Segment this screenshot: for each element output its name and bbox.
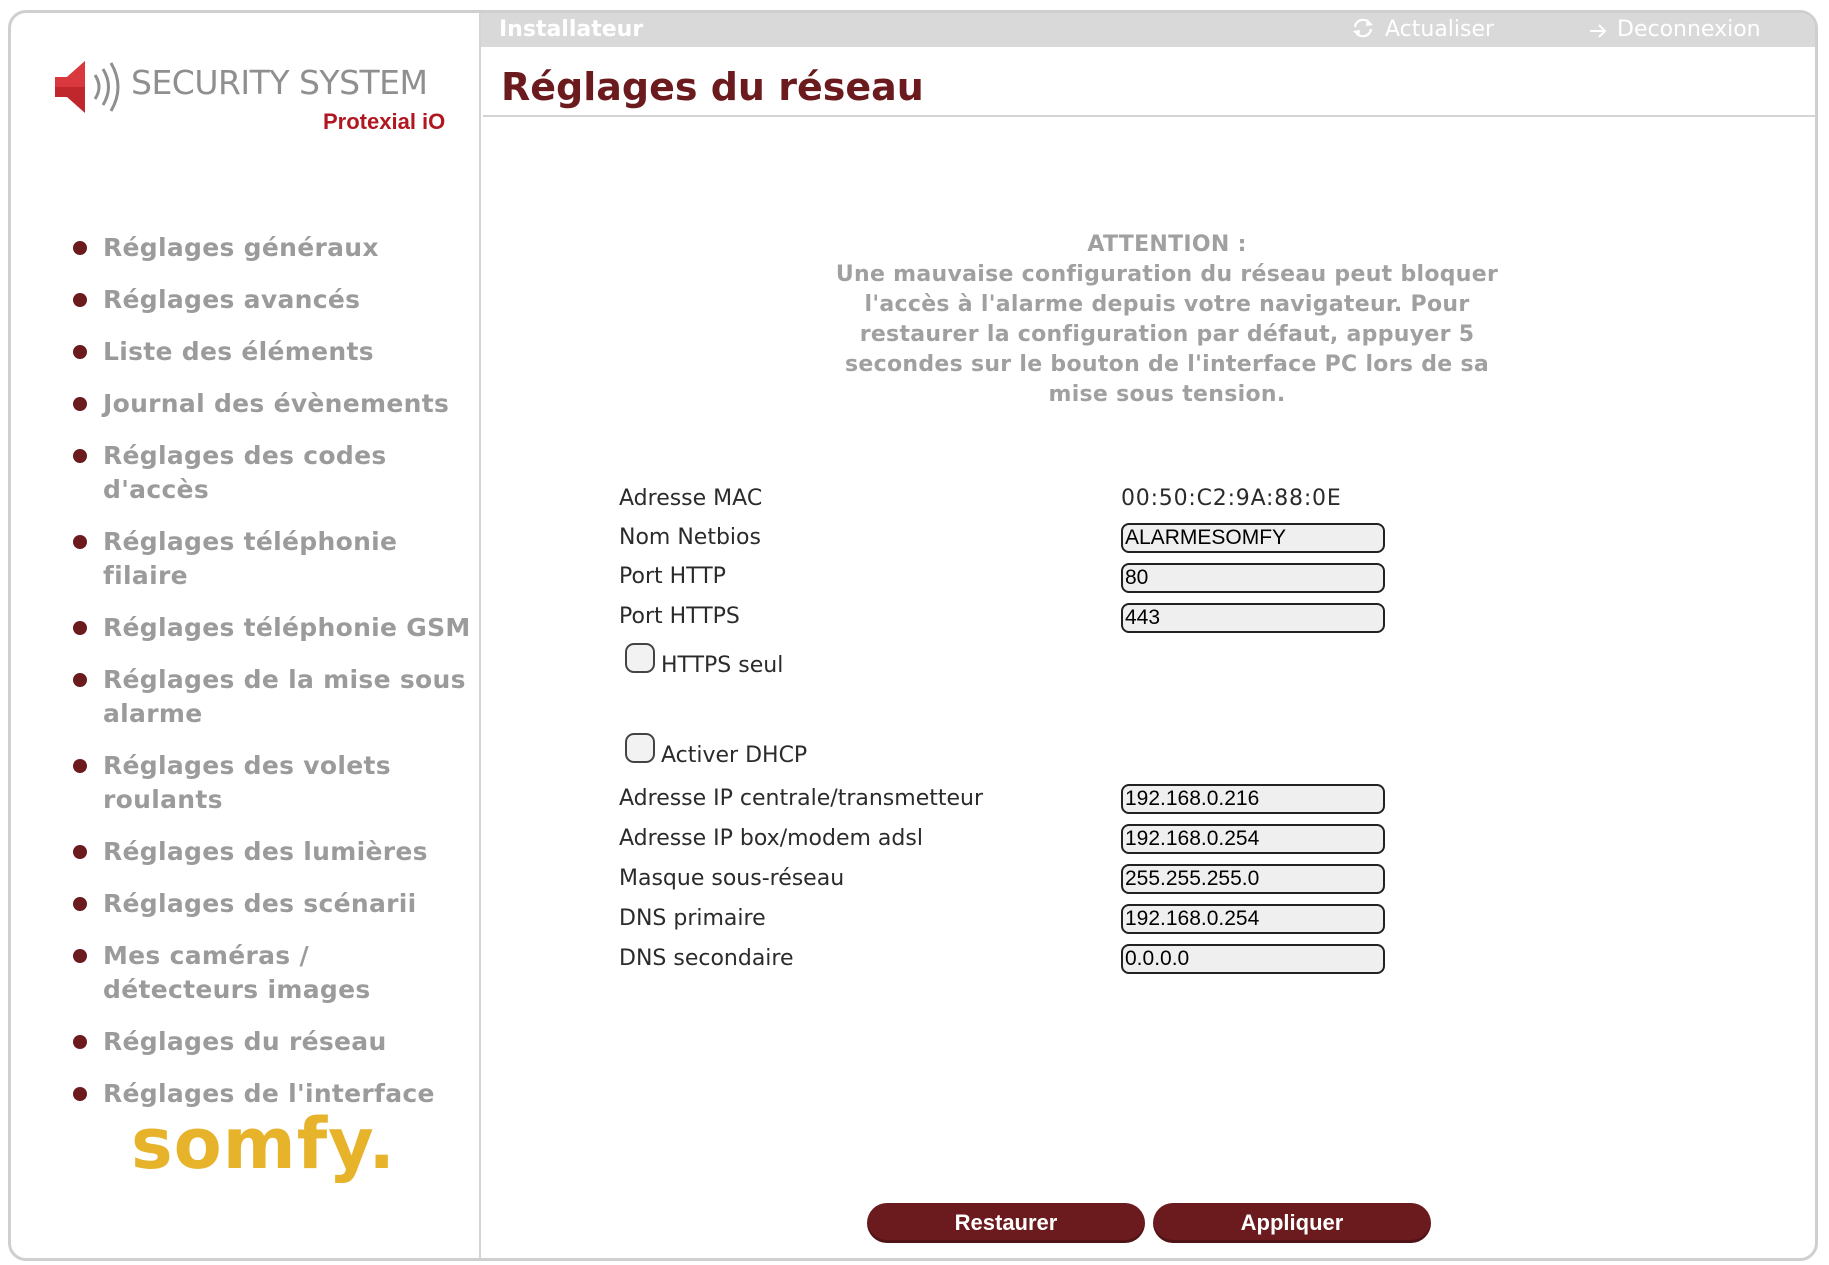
refresh-button[interactable] <box>1351 17 1494 42</box>
mac-value: 00:50:C2:9A:88:0E <box>1121 486 1342 511</box>
bullet-icon <box>73 241 87 255</box>
top-bar <box>481 13 1815 47</box>
logout-label: Deconnexion <box>1617 17 1761 42</box>
ip-box-label: Adresse IP box/modem adsl <box>619 826 923 851</box>
bullet-icon <box>73 293 87 307</box>
ip-central-label: Adresse IP centrale/transmetteur <box>619 786 984 811</box>
sidebar-menu <box>63 231 473 1129</box>
netbios-label: Nom Netbios <box>619 525 761 550</box>
https-only-checkbox[interactable] <box>625 643 655 673</box>
sidebar <box>11 13 481 1258</box>
ip-central-input[interactable] <box>1121 784 1385 814</box>
bullet-icon <box>73 1035 87 1049</box>
sidebar-item-label: Mes caméras / détecteurs images <box>103 941 371 1004</box>
apply-button[interactable]: Appliquer <box>1153 1203 1431 1243</box>
sidebar-item-label: Réglages des lumières <box>103 837 428 866</box>
restore-button[interactable]: Restaurer <box>867 1203 1145 1243</box>
sidebar-item-label: Réglages téléphonie GSM <box>103 613 471 642</box>
mac-label: Adresse MAC <box>619 486 763 511</box>
app-frame <box>8 10 1818 1261</box>
sidebar-item-telephonie-gsm[interactable] <box>63 611 473 645</box>
bullet-icon <box>73 897 87 911</box>
sidebar-item-label: Réglages de l'interface <box>103 1079 435 1108</box>
http-port-label: Port HTTP <box>619 564 726 589</box>
page-title: Réglages du réseau <box>501 65 924 109</box>
sidebar-item-liste-elements[interactable] <box>63 335 473 369</box>
network-warning <box>817 230 1517 410</box>
sidebar-item-label: Réglages avancés <box>103 285 361 314</box>
sidebar-item-label: Réglages téléphonie filaire <box>103 527 398 590</box>
sidebar-item-label: Réglages du réseau <box>103 1027 387 1056</box>
sidebar-item-label: Réglages généraux <box>103 233 379 262</box>
dhcp-checkbox[interactable] <box>625 733 655 763</box>
security-system-logo <box>51 45 451 145</box>
bullet-icon <box>73 949 87 963</box>
sidebar-item-label: Réglages de la mise sous alarme <box>103 665 466 728</box>
bullet-icon <box>73 621 87 635</box>
bullet-icon <box>73 845 87 859</box>
bullet-icon <box>73 673 87 687</box>
sidebar-item-journal-evenements[interactable] <box>63 387 473 421</box>
logout-button[interactable] <box>1589 17 1761 42</box>
sidebar-item-scenarii[interactable] <box>63 887 473 921</box>
bullet-icon <box>73 449 87 463</box>
sidebar-item-cameras[interactable] <box>63 939 473 1007</box>
sidebar-item-label: Liste des éléments <box>103 337 374 366</box>
sidebar-item-reglages-avances[interactable] <box>63 283 473 317</box>
subnet-mask-label: Masque sous-réseau <box>619 866 845 891</box>
sidebar-item-codes-acces[interactable] <box>63 439 473 507</box>
dhcp-label: Activer DHCP <box>661 743 808 768</box>
bullet-icon <box>73 1087 87 1101</box>
bullet-icon <box>73 397 87 411</box>
refresh-icon <box>1351 17 1375 39</box>
dns-secondary-label: DNS secondaire <box>619 946 794 971</box>
sidebar-item-label: Réglages des volets roulants <box>103 751 391 814</box>
warning-heading: ATTENTION : <box>1087 232 1247 257</box>
http-port-input[interactable] <box>1121 563 1385 593</box>
user-role: Installateur <box>499 17 644 42</box>
title-divider <box>483 115 1815 117</box>
sidebar-item-mise-sous-alarme[interactable] <box>63 663 473 731</box>
bullet-icon <box>73 535 87 549</box>
https-port-label: Port HTTPS <box>619 604 740 629</box>
dns-primary-label: DNS primaire <box>619 906 766 931</box>
dns-secondary-input[interactable] <box>1121 944 1385 974</box>
bullet-icon <box>73 345 87 359</box>
bullet-icon <box>73 759 87 773</box>
subnet-mask-input[interactable] <box>1121 864 1385 894</box>
speaker-icon <box>51 57 129 117</box>
sidebar-item-volets-roulants[interactable] <box>63 749 473 817</box>
sidebar-item-telephonie-filaire[interactable] <box>63 525 473 593</box>
dns-primary-input[interactable] <box>1121 904 1385 934</box>
sidebar-item-label: Réglages des scénarii <box>103 889 417 918</box>
arrow-right-icon <box>1589 23 1607 39</box>
https-only-label: HTTPS seul <box>661 653 784 678</box>
product-name: Protexial iO <box>323 109 446 134</box>
sidebar-item-lumieres[interactable] <box>63 835 473 869</box>
warning-text: Une mauvaise configuration du réseau peut bloquer l'accès à l'alarme depuis votre navigateur. Pour restaurer la configuration par défaut, appuyer 5 secondes sur le bouton de l'interface PC lors de sa mise sous tension. <box>835 262 1499 407</box>
netbios-input[interactable] <box>1121 523 1385 553</box>
sidebar-item-reseau[interactable] <box>63 1025 473 1059</box>
somfy-logo: somfy. <box>131 1103 396 1185</box>
sidebar-item-label: Journal des évènements <box>103 389 450 418</box>
brand-name: SECURITY SYSTEM <box>131 63 428 102</box>
refresh-label: Actualiser <box>1385 17 1495 42</box>
https-port-input[interactable] <box>1121 603 1385 633</box>
sidebar-item-reglages-generaux[interactable] <box>63 231 473 265</box>
sidebar-item-label: Réglages des codes d'accès <box>103 441 387 504</box>
ip-box-input[interactable] <box>1121 824 1385 854</box>
